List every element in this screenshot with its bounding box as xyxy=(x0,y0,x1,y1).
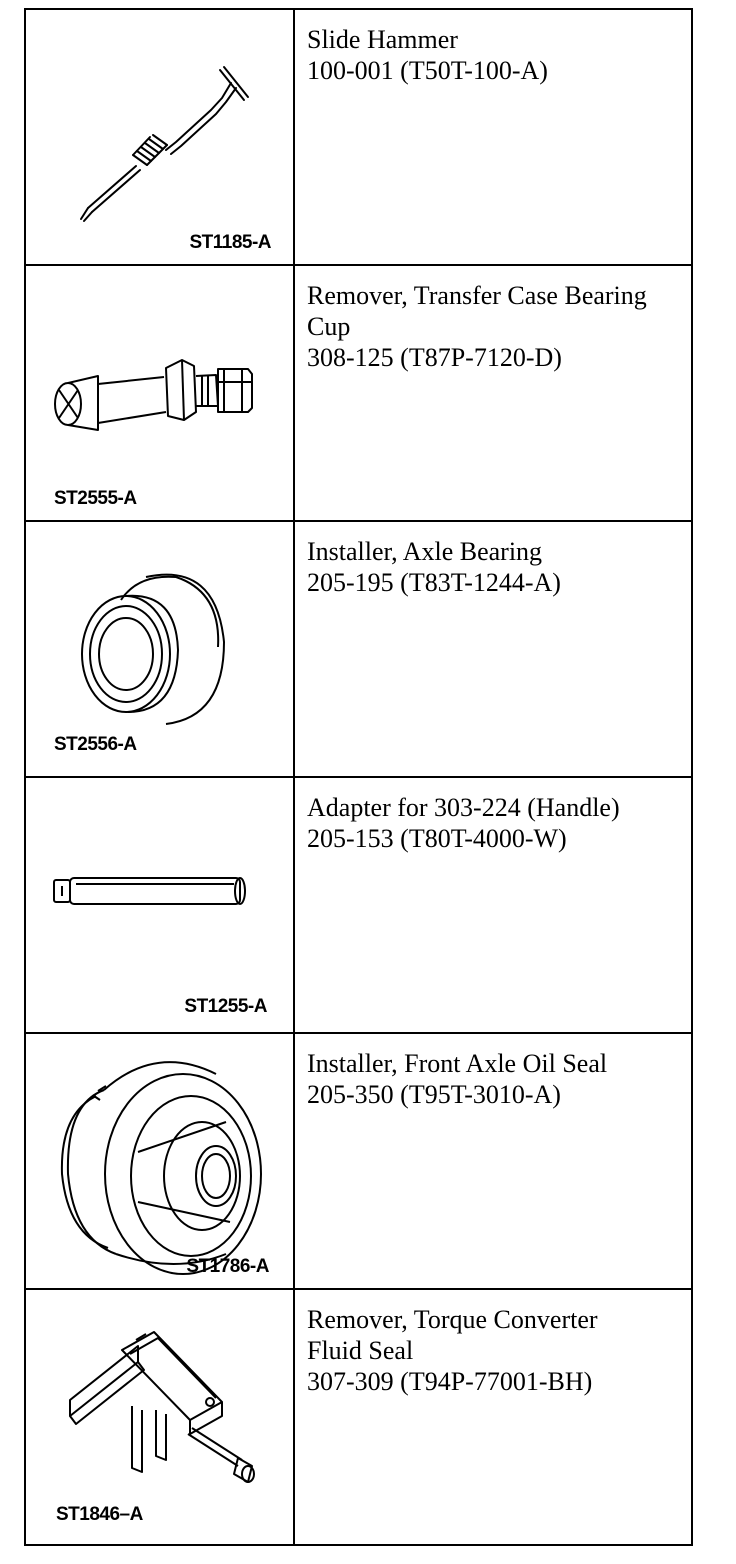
tool-name-continued: Cup xyxy=(307,312,351,341)
tool-illustration-cell xyxy=(26,266,295,520)
special-tools-table xyxy=(24,8,693,1546)
tool-name: Installer, Front Axle Oil Seal xyxy=(307,1049,608,1078)
tool-name: Slide Hammer xyxy=(307,25,458,54)
tool-number: 205-195 (T83T-1244-A) xyxy=(307,568,561,597)
handle-adapter-icon xyxy=(26,778,293,1032)
figure-code: ST2556-A xyxy=(54,734,137,755)
tool-description xyxy=(295,1034,691,1288)
figure-code: ST1185-A xyxy=(189,232,271,253)
table-row xyxy=(26,778,691,1034)
tool-description xyxy=(295,266,691,520)
figure-code: ST1786-A xyxy=(186,1256,269,1277)
tool-number: 205-153 (T80T-4000-W) xyxy=(307,824,567,853)
tool-number: 308-125 (T87P-7120-D) xyxy=(307,343,562,372)
oil-seal-installer-icon xyxy=(26,1034,293,1288)
table-row xyxy=(26,266,691,522)
figure-code: ST2555-A xyxy=(54,488,137,509)
tool-name-continued: Fluid Seal xyxy=(307,1336,414,1365)
tool-illustration-cell xyxy=(26,778,295,1032)
tool-number: 100-001 (T50T-100-A) xyxy=(307,56,548,85)
slide-hammer-icon xyxy=(26,10,293,264)
figure-code: ST1255-A xyxy=(184,996,267,1017)
figure-code: ST1846–A xyxy=(56,1504,143,1525)
tool-description xyxy=(295,10,691,264)
tool-illustration-cell xyxy=(26,10,295,264)
tool-number: 307-309 (T94P-77001-BH) xyxy=(307,1367,593,1396)
table-row xyxy=(26,1034,691,1290)
bearing-cup-remover-icon xyxy=(26,266,293,520)
tool-description xyxy=(295,778,691,1032)
tool-description xyxy=(295,1290,691,1544)
tool-name: Remover, Torque Converter xyxy=(307,1305,598,1334)
tool-illustration-cell xyxy=(26,522,295,776)
tool-illustration-cell xyxy=(26,1290,295,1544)
table-row xyxy=(26,1290,691,1544)
tool-name: Installer, Axle Bearing xyxy=(307,537,543,566)
tool-number: 205-350 (T95T-3010-A) xyxy=(307,1080,561,1109)
tool-description xyxy=(295,522,691,776)
tool-illustration-cell xyxy=(26,1034,295,1288)
tool-name: Adapter for 303-224 (Handle) xyxy=(307,793,620,822)
tool-name: Remover, Transfer Case Bearing xyxy=(307,281,647,310)
table-row xyxy=(26,10,691,266)
table-row xyxy=(26,522,691,778)
